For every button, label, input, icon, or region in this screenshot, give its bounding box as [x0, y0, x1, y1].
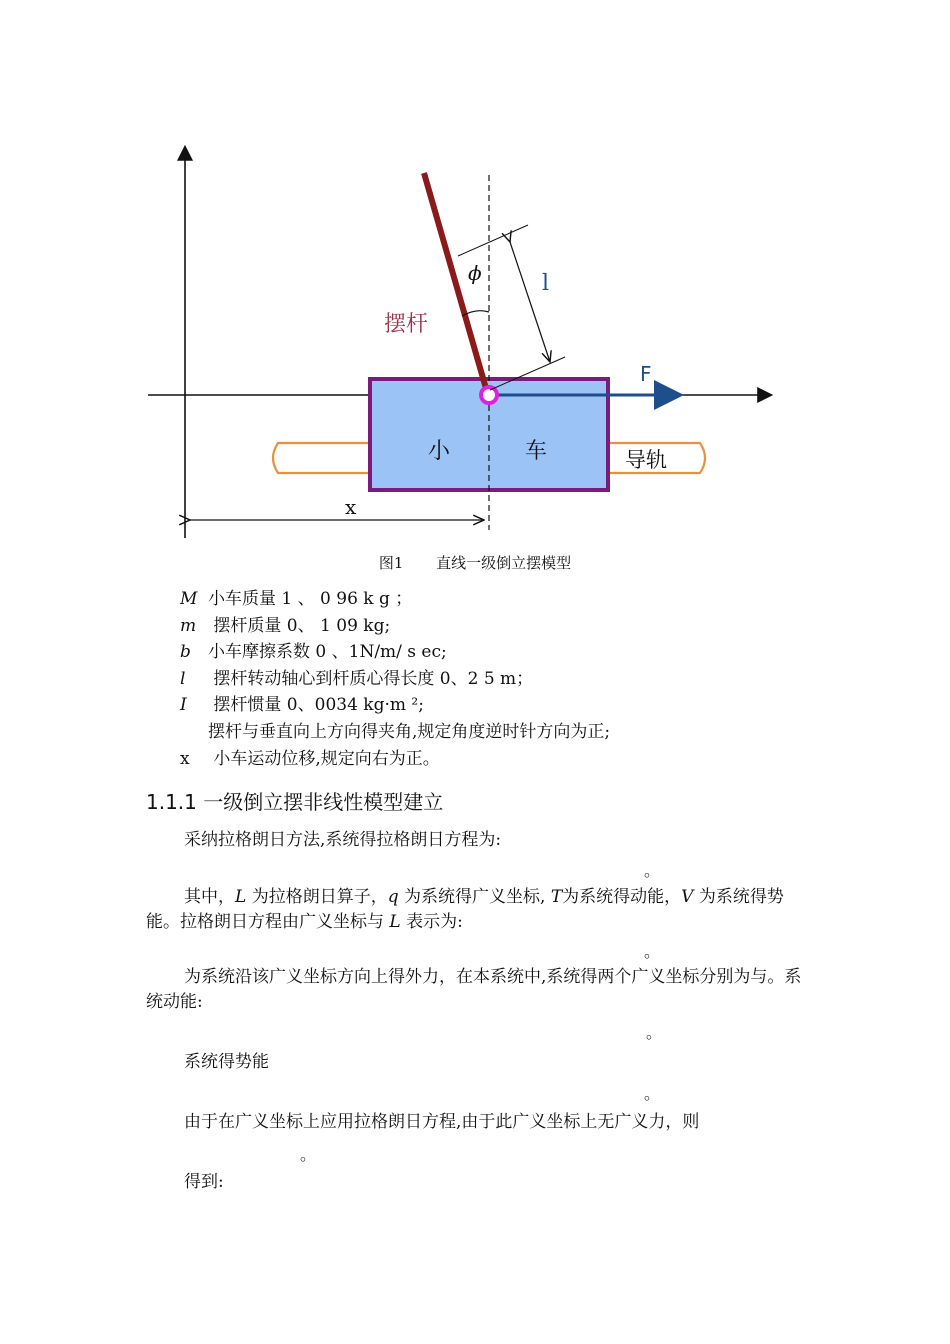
p2-sym-L2: L: [389, 912, 401, 932]
param-symbol: M: [180, 589, 198, 609]
param-row-I: [180, 692, 610, 719]
param-text: 摆杆质量 0、 1 09 kg;: [208, 615, 391, 636]
length-label: l: [542, 271, 550, 296]
x-label: x: [345, 495, 357, 519]
paragraph-4: 系统得势能: [184, 1052, 269, 1072]
equation-period-1: 。: [644, 861, 661, 880]
param-row-x: [180, 746, 610, 773]
inverted-pendulum-figure: [140, 130, 790, 550]
force-label: F: [640, 362, 652, 386]
param-row-angle: [180, 719, 610, 746]
param-symbol: m: [180, 615, 197, 636]
param-row-M: [180, 586, 610, 613]
param-symbol: l: [180, 668, 186, 689]
section-heading: [146, 786, 443, 815]
p2-text-e: 为系统得势能。拉格朗日方程由广义坐标与: [146, 887, 784, 932]
equation-period-5: 。: [300, 1145, 317, 1164]
rail-left: [273, 443, 370, 473]
equation-period-4: 。: [644, 1084, 661, 1103]
p2-text-b: 为拉格朗日算子，: [246, 887, 388, 907]
figure-caption: [0, 552, 950, 573]
parameter-list: [180, 586, 610, 772]
angle-label: ϕ: [468, 261, 482, 285]
cart-label-right: 车: [525, 439, 548, 464]
section-number: 1.1.1: [146, 790, 197, 814]
p2-sym-V: V: [681, 887, 694, 907]
pendulum-diagram: [140, 130, 790, 550]
p2-text-c: 为系统得广义坐标,: [398, 887, 551, 907]
paragraph-6: 得到:: [184, 1172, 224, 1192]
param-symbol: x: [180, 748, 190, 769]
param-text: 小车质量 1 、 0 96 k g ；: [208, 589, 413, 609]
p2-text-f: 表示为:: [400, 912, 463, 932]
param-row-l: [180, 666, 610, 693]
pole-label: 摆杆: [384, 312, 429, 337]
paragraph-3: 为系统沿该广义坐标方向上得外力，在本系统中,系统得两个广义坐标分别为与。系统动能:: [146, 967, 802, 1012]
equation-period-3: 。: [646, 1023, 663, 1042]
param-text: 摆杆与垂直向上方向得夹角,规定角度逆时针方向为正;: [208, 721, 611, 742]
section-title: 一级倒立摆非线性模型建立: [203, 790, 444, 814]
param-text: 摆杆转动轴心到杆质心得长度 0、2 5 m；: [208, 668, 534, 689]
p2-sym-T: T: [550, 887, 563, 907]
p2-sym-L: L: [235, 887, 247, 907]
paragraph-5: 由于在广义坐标上应用拉格朗日方程,由于此广义坐标上无广义力，则: [184, 1112, 700, 1132]
pivot-joint: [481, 387, 497, 403]
paragraph-2: [146, 885, 810, 935]
p2-sym-q: q: [387, 887, 399, 907]
length-tick-top: [458, 225, 528, 256]
caption-number: 图1: [378, 554, 404, 572]
param-text: 小车摩擦系数 0 、1N/m/ s ec;: [208, 642, 447, 663]
equation-period-2: 。: [644, 942, 661, 961]
p2-text-a: 其中，: [184, 887, 235, 907]
param-text: 小车运动位移,规定向右为正。: [208, 748, 440, 769]
param-text: 摆杆惯量 0、0034 kg·m ²;: [208, 695, 424, 716]
param-row-m: [180, 613, 610, 640]
param-row-b: [180, 639, 610, 666]
cart-label-left: 小: [428, 439, 451, 464]
p2-text-d: 为系统得动能，: [562, 887, 682, 907]
length-arrow: [510, 242, 550, 362]
paragraph-1: 采纳拉格朗日方法,系统得拉格朗日方程为:: [184, 830, 502, 850]
param-symbol: I: [180, 695, 187, 716]
param-symbol: b: [180, 642, 191, 663]
rail-label: 导轨: [625, 448, 667, 472]
caption-title: 直线一级倒立摆模型: [436, 554, 572, 572]
